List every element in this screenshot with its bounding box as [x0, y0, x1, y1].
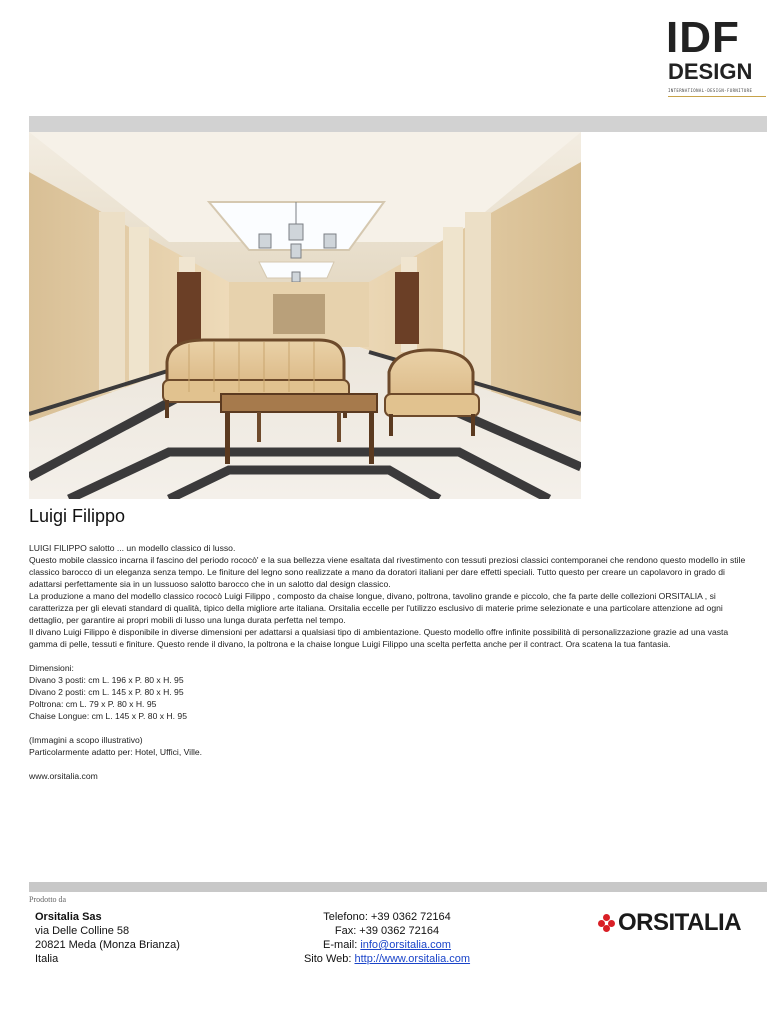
website-text: www.orsitalia.com [29, 771, 98, 781]
logo-underline [668, 96, 766, 97]
phone: Telefono: +39 0362 72164 [323, 911, 451, 923]
website-link[interactable]: http://www.orsitalia.com [354, 953, 471, 965]
prodotto-label: Prodotto da [29, 895, 67, 904]
orsitalia-dots-icon [598, 914, 616, 932]
fax: Fax: +39 0362 72164 [334, 925, 440, 937]
spacer [29, 722, 755, 734]
illustrative-note: (Immagini a scopo illustrativo) [29, 735, 143, 745]
email-label: E-mail: [323, 939, 361, 951]
orsitalia-logo [598, 910, 741, 936]
dimension-line: Chaise Longue: cm L. 145 x P. 80 x H. 95 [29, 711, 187, 721]
description-paragraph-1: Questo mobile classico incarna il fascino del periodo rococò' e la sua bellezza viene esaltata dal rivestimento con tessuti preziosi classici contemporanei che rendono questo modello in stile classico barocco di un eleganza senza tempo. Le finiture del legno sono realizzate a mano da doratori italiani per dare effetti speciali. Tutto questo per creare un capolavoro in grado di adattarsi perfettamente sia in un lussuoso salotto barocco che in un salotto dal design classico. [29, 555, 746, 589]
logo-design-text: DESIGN [668, 59, 753, 84]
address-line: 20821 Meda (Monza Brianza) [35, 939, 180, 951]
logo-tagline: INTERNATIONAL-DESIGN-FURNITURE [668, 88, 753, 93]
country: Italia [35, 953, 59, 965]
dimension-line: Poltrona: cm L. 79 x P. 80 x H. 95 [29, 699, 157, 709]
orsitalia-wordmark: ORSITALIA [618, 909, 742, 936]
company-address [35, 910, 180, 966]
spacer [29, 650, 755, 662]
product-title: Luigi Filippo [29, 506, 126, 526]
description-paragraph-3: Il divano Luigi Filippo è disponibile in diverse dimensioni per adattarsi a qualsiasi tipo di ambientazione. Questo modello offre infinite possibilità di personalizzazione grazie ad una vasta gamma di pelle, tessuti e finiture. Questo rende il divano, la poltrona e la chaise longue Luigi Filippo una scelta perfetta anche per il contract. Ora scatena la tua fantasia. [29, 627, 729, 649]
intro-paragraph: LUIGI FILIPPO salotto ... un modello classico di lusso. [29, 543, 236, 553]
email-link[interactable]: info@orsitalia.com [360, 939, 451, 951]
email-row [292, 938, 482, 952]
product-description [29, 542, 755, 782]
idf-design-logo [664, 13, 768, 98]
product-photo [29, 132, 581, 499]
logo-idf-text: IDF [666, 13, 740, 62]
footer-divider-bar [29, 882, 767, 892]
dimensions-label: Dimensioni: [29, 663, 74, 673]
description-paragraph-2: La produzione a mano del modello classico rococò Luigi Filippo , composto da chaise longue, divano, poltrona, tavolino grande e piccolo, che fa parte delle collezioni ORSITALIA , si caratterizza per gli elevati standard di qualità, tipico della migliore arte italiana. Orsitalia eccelle per l'utilizzo esclusivo di materie prime selezionate e una particolare attenzione ad ogni dettaglio, per garantire ai propri mobili di lusso una lunga durata perfetta nel tempo. [29, 591, 723, 625]
address-line: via Delle Colline 58 [35, 925, 130, 937]
website-label: Sito Web: [303, 953, 355, 965]
suitable-for: Particolarmente adatto per: Hotel, Uffici, Ville. [29, 747, 203, 757]
top-divider-bar [29, 116, 767, 132]
spacer [29, 758, 755, 770]
contact-info [292, 910, 482, 966]
company-name: Orsitalia Sas [35, 911, 102, 923]
website-row [292, 952, 482, 966]
lobby-sofa-image [29, 132, 581, 499]
dimension-line: Divano 2 posti: cm L. 145 x P. 80 x H. 95 [29, 687, 184, 697]
dimension-line: Divano 3 posti: cm L. 196 x P. 80 x H. 95 [29, 675, 184, 685]
